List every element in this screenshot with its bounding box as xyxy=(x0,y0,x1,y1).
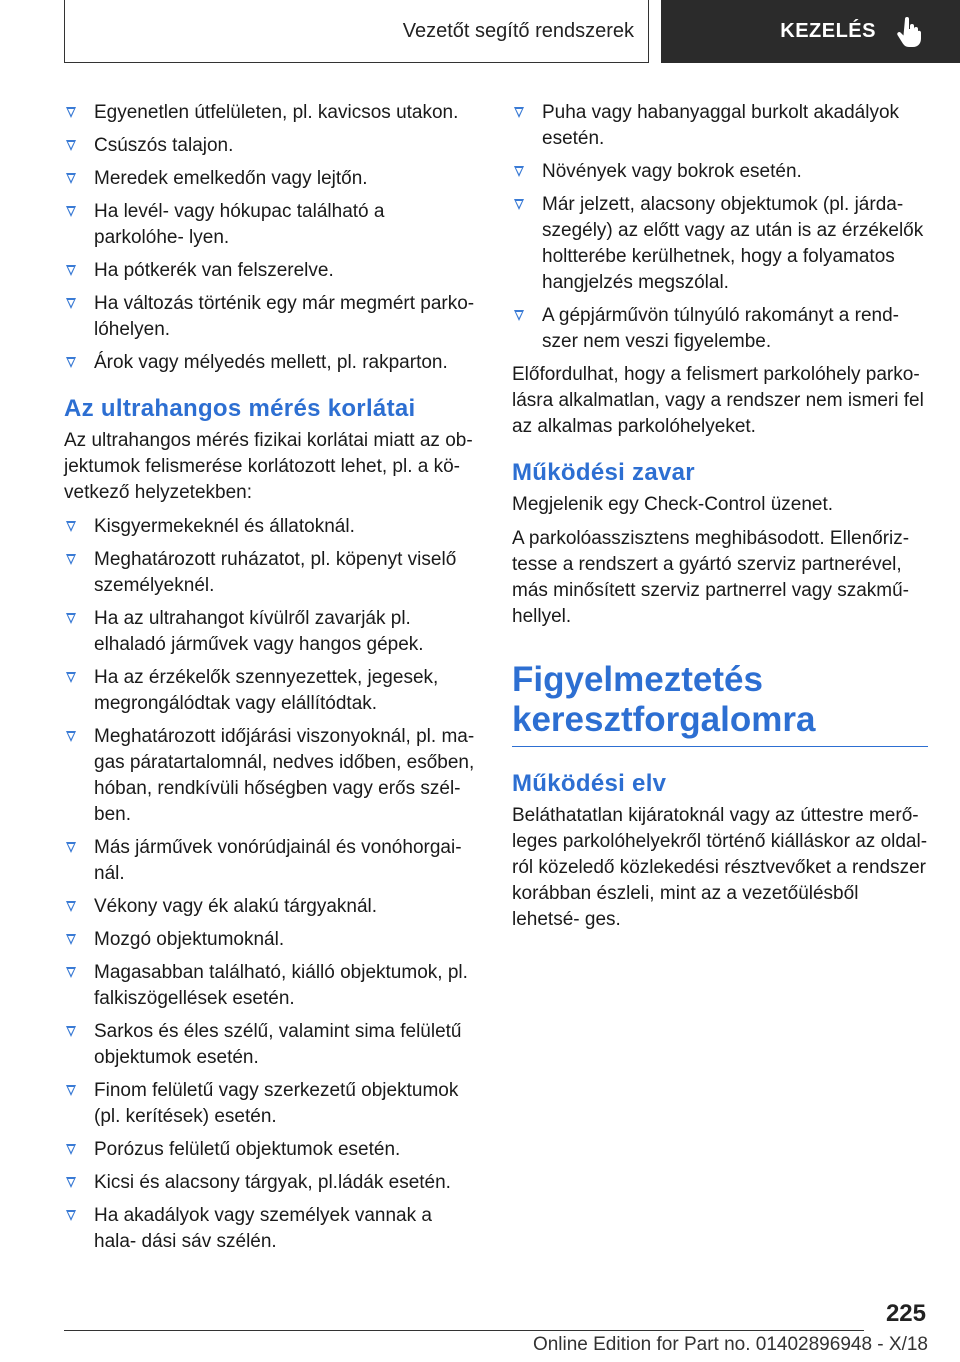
footer-divider xyxy=(64,1330,864,1331)
list-item: Ha az ultrahangot kívülről zavarják pl. elhaladó járművek vagy hangos gépek. xyxy=(64,606,478,658)
list-item: Meghatározott ruházatot, pl. köpenyt viselő személyeknél. xyxy=(64,547,478,599)
list-item: Kicsi és alacsony tárgyak, pl.ládák esetén. xyxy=(64,1170,478,1196)
triangle-bullet-icon xyxy=(66,554,76,565)
malfunction-instructions: A parkolóasszisztens meghibásodott. Ellenőriz‐ tesse a rendszert a gyártó szerviz partnerével, más minősített szerviz partnerrel vagy szakmű‐ hellyel. xyxy=(512,528,910,627)
triangle-bullet-icon xyxy=(66,140,76,151)
triangle-bullet-icon xyxy=(66,967,76,978)
triangle-bullet-icon xyxy=(66,731,76,742)
list-item: Egyenetlen útfelületen, pl. kavicsos utakon. xyxy=(64,100,478,126)
triangle-bullet-icon xyxy=(514,107,524,118)
heading-ultrasonic-limits: Az ultrahangos mérés korlátai xyxy=(64,395,416,422)
heading-operating-principle: Működési elv xyxy=(512,770,667,797)
list-item: Csúszós talajon. xyxy=(64,133,478,159)
header-section-title-box xyxy=(64,0,649,63)
list-item: Magasabban található, kiálló objektumok, pl. falkiszögellések esetén. xyxy=(64,960,478,1012)
heading-cross-traffic-warning: Figyelmeztetés keresztforgalomra xyxy=(512,660,928,747)
list-item: A gépjárművön túlnyúló rakományt a rend‐ szer nem veszi figyelembe. xyxy=(512,303,928,355)
malfunction-message: Megjelenik egy Check-Control üzenet. xyxy=(512,494,834,515)
list-item: Finom felületű vagy szerkezetű objektumok (pl. kerítések) esetén. xyxy=(64,1078,478,1130)
triangle-bullet-icon xyxy=(66,173,76,184)
list-item: Árok vagy mélyedés mellett, pl. rakparton. xyxy=(64,350,478,376)
list-item: Vékony vagy ék alakú tárgyaknál. xyxy=(64,894,478,920)
triangle-bullet-icon xyxy=(66,1085,76,1096)
triangle-bullet-icon xyxy=(66,357,76,368)
list-item: Mozgó objektumoknál. xyxy=(64,927,478,953)
triangle-bullet-icon xyxy=(66,298,76,309)
triangle-bullet-icon xyxy=(66,1026,76,1037)
list-item: Ha az érzékelők szennyezettek, jegesek, megrongálódtak vagy elállítódtak. xyxy=(64,665,478,717)
list-item: Ha pótkerék van felszerelve. xyxy=(64,258,478,284)
hand-pointer-icon xyxy=(896,17,922,47)
list-item: Ha levél- vagy hókupac található a parkolóhe‐ lyen. xyxy=(64,199,478,251)
list-item: Ha változás történik egy már megmért parko‐ lóhelyen. xyxy=(64,291,478,343)
triangle-bullet-icon xyxy=(66,901,76,912)
principle-paragraph: Beláthatatlan kijáratoknál vagy az úttestre merő‐ leges parkolóhelyekről történő kiálláskor az oldal‐ ról közeledő közlekedési résztvevőket a rendszer korábban észleli, mint az a vezetőülésből lehetsé‐ ges. xyxy=(512,805,928,930)
list-item: Meghatározott időjárási viszonyoknál, pl. ma‐ gas páratartalomnál, nedves időben, esőben, hóban, rendkívüli hőségben vagy erős szél‐ ben. xyxy=(64,724,478,828)
heading-malfunction: Működési zavar xyxy=(512,459,695,486)
triangle-bullet-icon xyxy=(66,206,76,217)
footer-edition: Online Edition for Part no. 01402896948 - X/18 xyxy=(532,1334,928,1355)
triangle-bullet-icon xyxy=(66,672,76,683)
bullet-list-conditions xyxy=(64,100,478,376)
triangle-bullet-icon xyxy=(66,842,76,853)
triangle-bullet-icon xyxy=(514,199,524,210)
list-item: Növények vagy bokrok esetén. xyxy=(512,159,928,185)
left-column xyxy=(64,100,478,1262)
list-item: Puha vagy habanyaggal burkolt akadályok esetén. xyxy=(512,100,928,152)
triangle-bullet-icon xyxy=(66,1177,76,1188)
parking-space-note: Előfordulhat, hogy a felismert parkolóhely parko‐ lásra alkalmatlan, vagy a rendszer nem ismeri fel az alkalmas parkolóhelyeket. xyxy=(512,364,924,437)
list-item: Ha akadályok vagy személyek vannak a hala‐ dási sáv szélén. xyxy=(64,1203,478,1255)
section-title: Vezetőt segítő rendszerek xyxy=(402,19,634,42)
list-item: Meredek emelkedőn vagy lejtőn. xyxy=(64,166,478,192)
triangle-bullet-icon xyxy=(66,521,76,532)
triangle-bullet-icon xyxy=(66,107,76,118)
list-item: Sarkos és éles szélű, valamint sima felületű objektumok esetén. xyxy=(64,1019,478,1071)
list-item: Már jelzett, alacsony objektumok (pl. járda‐ szegély) az előtt vagy az után is az érzékelők holtterébe kerülhetnek, hogy a folyamatos hangjelzés megszólal. xyxy=(512,192,928,296)
header-chapter-box xyxy=(661,0,960,63)
list-item: Porózus felületű objektumok esetén. xyxy=(64,1137,478,1163)
triangle-bullet-icon xyxy=(66,934,76,945)
triangle-bullet-icon xyxy=(514,310,524,321)
intro-paragraph: Az ultrahangos mérés fizikai korlátai miatt az ob‐ jektumok felismerése korlátozott lehet, pl. a kö‐ vetkező helyzetekben: xyxy=(64,430,473,503)
page-number: 225 xyxy=(885,1300,926,1327)
right-column xyxy=(512,100,928,941)
triangle-bullet-icon xyxy=(66,1210,76,1221)
list-item: Más járművek vonórúdjainál és vonóhorgai‐ nál. xyxy=(64,835,478,887)
triangle-bullet-icon xyxy=(66,265,76,276)
chapter-title: KEZELÉS xyxy=(780,20,876,42)
bullet-list-limits xyxy=(64,514,478,1255)
bullet-list-conditions-continued xyxy=(512,100,928,355)
triangle-bullet-icon xyxy=(66,613,76,624)
triangle-bullet-icon xyxy=(514,166,524,177)
list-item: Kisgyermekeknél és állatoknál. xyxy=(64,514,478,540)
triangle-bullet-icon xyxy=(66,1144,76,1155)
